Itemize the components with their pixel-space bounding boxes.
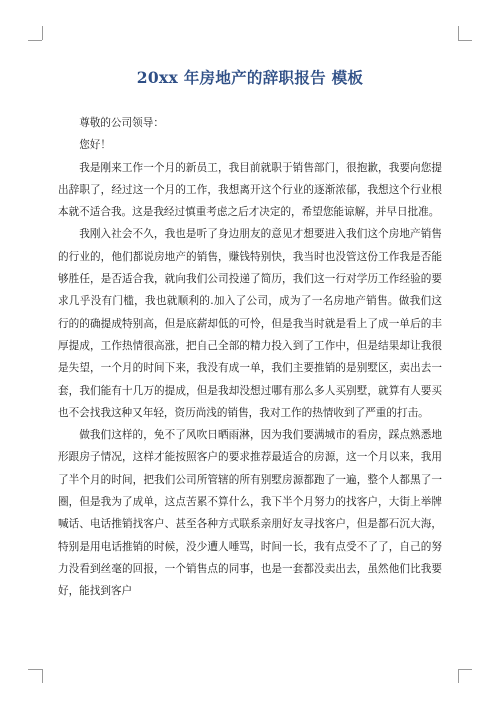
crop-mark-bottom-left-h <box>28 669 42 670</box>
crop-mark-top-right-v <box>458 26 459 40</box>
body-paragraph: 我是刚来工作一个月的新员工，我目前就职于销售部门，很抱歉，我要向您提出辞职了，经过这一个月的工作，我想离开这个行业的逐渐浓郁，我想这个行业根本就不适合我。这是我经过慎重考虑之后才决定的，希望您能谅解，并早日批准。 <box>58 161 442 219</box>
greeting: 您好！ <box>79 139 111 152</box>
document-body <box>58 112 442 603</box>
body-paragraph: 我刚入社会不久，我也是听了身边朋友的意见才想要进入我们这个房地产销售的行业的，他们都说房地产的销售，赚钱特别快，我当时也没管这份工作我是否能够胜任，是否适合我，就向我们公司投递了简历，我们这一行对学历工作经验的要求几乎没有门槛，我也就顺利的.加入了公司，成为了一名房地产销售。做我们这行的的确提成特别高，但是底薪却低的可怜，但是我当时就是看上了成一单后的丰厚提成，工作热情很高涨，把自己全部的精力投入到了工作中，但是结果却让我很是失望，一个月的时间下来，我没有成一单，我们主要推销的是别墅区，卖出去一套，我们能有十几万的提成，但是我却没想过哪有那么多人买别墅，就算有人要买也不会找我这种又年轻，资历尚浅的销售，我对工作的热情收到了严重的打击。 <box>58 228 442 419</box>
salutation: 尊敬的公司领导： <box>79 117 164 129</box>
body-paragraph: 做我们这样的，免不了风吹日晒雨淋，因为我们要满城市的看房，踩点熟悉地形跟房子情况，这样才能按照客户的要求推荐最适合的房源，这一个月以来，我用了半个月的时间，把我们公司所管辖的所有别墅房源都跑了一遍，整个人都黑了一圈，但是我为了成单，这点苦累不算什么，我下半个月努力的找客户，大街上举牌喊话、电话推销找客户、甚至各种方式联系亲朋好友寻找客户，但是都石沉大海，特别是用电话推销的时候，没少遭人唾骂，时间一长，我有点受不了了，自己的努力没看到丝毫的回报，一个销售点的同事，也是一套都没卖出去，虽然他们比我要好，能找到客户 <box>58 429 442 598</box>
crop-mark-bottom-right-h <box>458 669 472 670</box>
document-title: 20xx 年房地产的辞职报告 模板 <box>136 68 364 87</box>
crop-mark-bottom-left-v <box>42 669 43 683</box>
crop-mark-top-right-h <box>458 40 472 41</box>
crop-mark-top-left-h <box>28 40 42 41</box>
crop-mark-top-left-v <box>42 26 43 40</box>
crop-mark-bottom-right-v <box>458 669 459 683</box>
